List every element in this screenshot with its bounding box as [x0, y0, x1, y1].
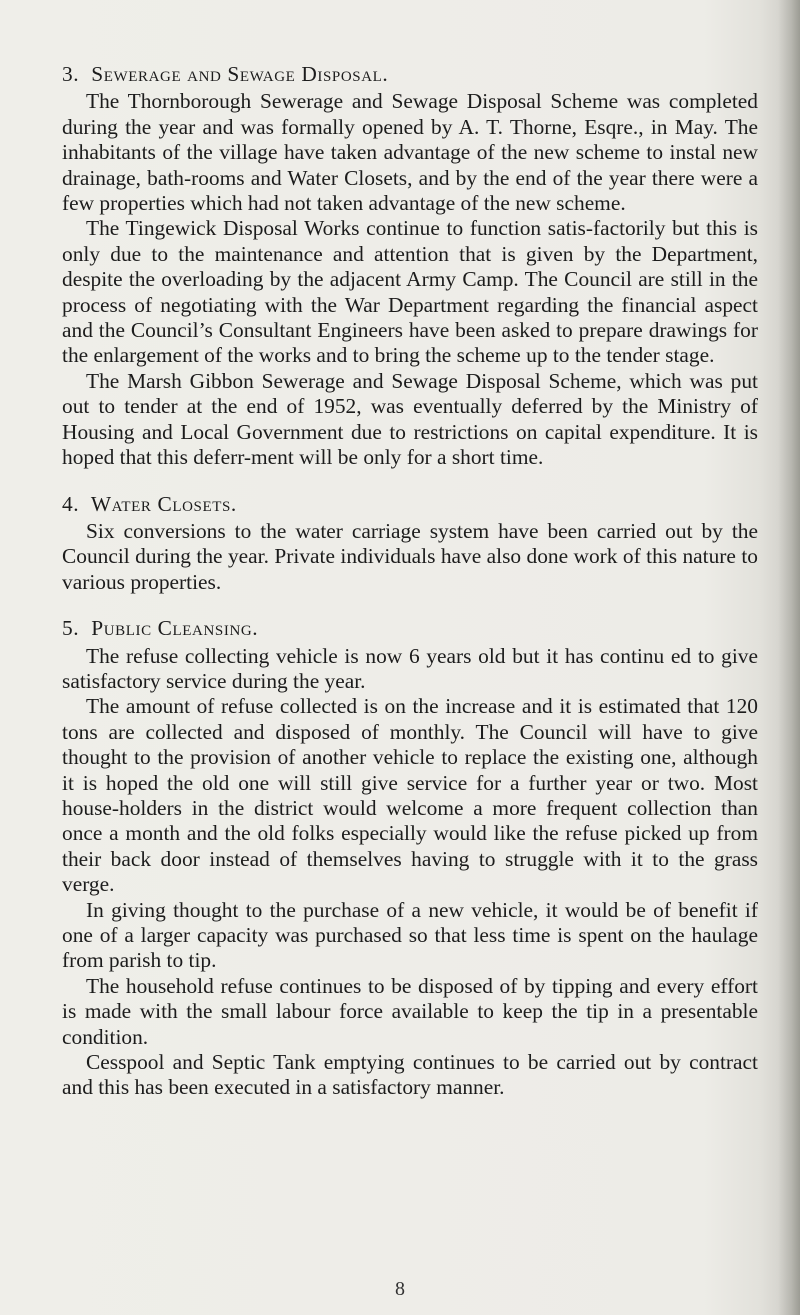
paragraph: In giving thought to the purchase of a new vehicle, it would be of benefit if one of a larger capacity was purchased so that less time is spent on the haulage from parish to tip. — [62, 897, 758, 973]
section-title: Sewerage and Sewage Disposal. — [91, 62, 389, 86]
paragraph: The Tingewick Disposal Works continue to function satis-factorily but this is only due to the maintenance and attention that is given by the Department, despite the overloading by the adjacent Army Camp. The Council are still in the process of negotiating with the War Department regarding the financial aspect and the Council’s Consultant Engineers have been asked to prepare drawings for the enlargement of the works and to bring the scheme up to the tender stage. — [62, 216, 758, 368]
section-title: Public Cleansing. — [91, 616, 259, 641]
paragraph: Cesspool and Septic Tank emptying continues to be carried out by contract and this has been executed in a satisfactory manner. — [62, 1050, 758, 1100]
page-edge-shadow — [778, 0, 800, 1315]
section-gap — [62, 471, 758, 492]
paragraph: The household refuse continues to be disposed of by tipping and every effort is made with the small labour force available to keep the tip in a presentable condition. — [62, 973, 758, 1049]
section-number: 4. — [62, 491, 80, 516]
section-title: Water Closets. — [90, 491, 237, 516]
section-heading — [62, 492, 758, 517]
section-number: 3. — [62, 62, 80, 86]
paragraph: The Thornborough Sewerage and Sewage Disposal Scheme was completed during the year and was formally opened by A. T. Thorne, Esqre., in May. The inhabitants of the village have taken advantage of the new scheme to instal new drainage, bath-rooms and Water Closets, and by the end of the year there were a few properties which had not taken advantage of the new scheme. — [62, 89, 758, 216]
page-number: 8 — [395, 1278, 405, 1300]
section-gap — [62, 595, 758, 616]
section-sewerage — [62, 62, 758, 471]
paragraph: The Marsh Gibbon Sewerage and Sewage Disposal Scheme, which was put out to tender at the end of 1952, was eventually deferred by the Ministry of Housing and Local Government due to restrictions on capital expenditure. It is hoped that this deferr-ment will be only for a short time. — [62, 368, 758, 470]
section-public-cleansing — [62, 616, 758, 1101]
section-number: 5. — [62, 616, 80, 641]
paragraph: The refuse collecting vehicle is now 6 years old but it has continu ed to give satisfactory service during the year. — [62, 643, 758, 693]
section-water-closets — [62, 492, 758, 596]
document-body — [62, 62, 758, 1101]
section-heading — [62, 616, 758, 641]
paragraph: Six conversions to the water carriage system have been carried out by the Council during the year. Private individuals have also done work of this nature to various properties. — [62, 518, 758, 594]
paragraph: The amount of refuse collected is on the increase and it is estimated that 120 tons are collected and disposed of monthly. The Council will have to give thought to the provision of another vehicle to replace the existing one, although it is hoped the old one will still give service for a further year or two. Most house-holders in the district would welcome a more frequent collection than once a month and the old folks especially would like the refuse picked up from their back door instead of themselves having to struggle with it to the grass verge. — [62, 694, 758, 897]
section-heading — [62, 62, 758, 87]
